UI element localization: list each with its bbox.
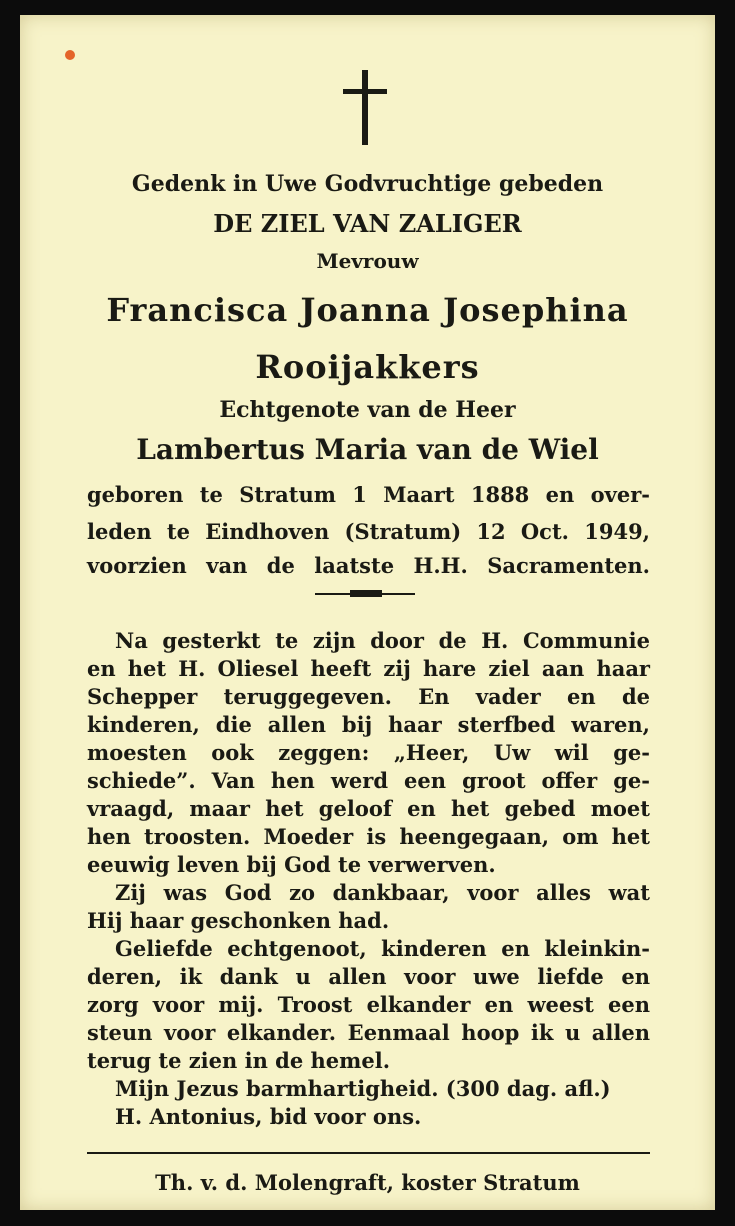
spouse-name: Lambertus Maria van de Wiel: [136, 433, 599, 466]
text-line: vraagd, maar het geloof en het gebed moet: [87, 796, 650, 821]
paragraph: [87, 879, 650, 935]
text-line: H. Antonius, bid voor ons.: [115, 1104, 422, 1129]
title-line: DE ZIEL VAN ZALIGER: [213, 209, 522, 238]
text-line: eeuwig leven bij God te verwerven.: [87, 852, 496, 877]
stain-mark: [65, 50, 75, 60]
deceased-name-last: Rooijakkers: [255, 348, 480, 386]
deceased-name-first: Francisca Joanna Josephina: [106, 291, 629, 329]
prayer-text: [87, 627, 650, 1131]
text-line: steun voor elkander. Eenmaal hoop ik u allen: [87, 1020, 650, 1045]
divider-ornament: [350, 590, 382, 597]
footer-rule: [87, 1152, 650, 1154]
text-line: Mijn Jezus barmhartigheid. (300 dag. afl.): [115, 1076, 611, 1101]
text-line: kinderen, die allen bij haar sterfbed waren,: [87, 712, 650, 737]
intro-line: Gedenk in Uwe Godvruchtige gebeden: [131, 171, 604, 197]
text-line: Zij was God zo dankbaar, voor alles wat: [115, 880, 650, 905]
cross-icon: [343, 70, 387, 145]
spouse-intro: Echtgenote van de Heer: [219, 397, 516, 423]
birth-death-line: geboren te Stratum 1 Maart 1888 en over-: [87, 482, 650, 507]
memorial-card: [20, 15, 715, 1210]
text-line: Na gesterkt te zijn door de H. Communie: [115, 628, 650, 653]
text-line: schiede”. Van hen werd een groot offer ge-: [87, 768, 650, 793]
honorific: Mevrouw: [316, 249, 419, 273]
birth-death-line: voorzien van de laatste H.H. Sacramenten.: [87, 553, 650, 578]
text-line: Schepper teruggegeven. En vader en de: [87, 684, 650, 709]
paragraph: [87, 935, 650, 1075]
text-line: hen troosten. Moeder is heengegaan, om het: [87, 824, 650, 849]
paragraph: [87, 1075, 650, 1131]
printer-credit: Th. v. d. Molengraft, koster Stratum: [155, 1170, 580, 1195]
text-line: moesten ook zeggen: „Heer, Uw wil ge-: [87, 740, 650, 765]
paragraph: [87, 627, 650, 879]
text-line: deren, ik dank u allen voor uwe liefde en: [87, 964, 650, 989]
text-line: terug te zien in de hemel.: [87, 1048, 391, 1073]
birth-death-line: leden te Eindhoven (Stratum) 12 Oct. 1949,: [87, 519, 650, 544]
text-line: en het H. Oliesel heeft zij hare ziel aan haar: [87, 656, 650, 681]
text-line: Hij haar geschonken had.: [87, 908, 390, 933]
text-line: zorg voor mij. Troost elkander en weest een: [87, 992, 650, 1017]
text-line: Geliefde echtgenoot, kinderen en kleinkin-: [115, 936, 650, 961]
